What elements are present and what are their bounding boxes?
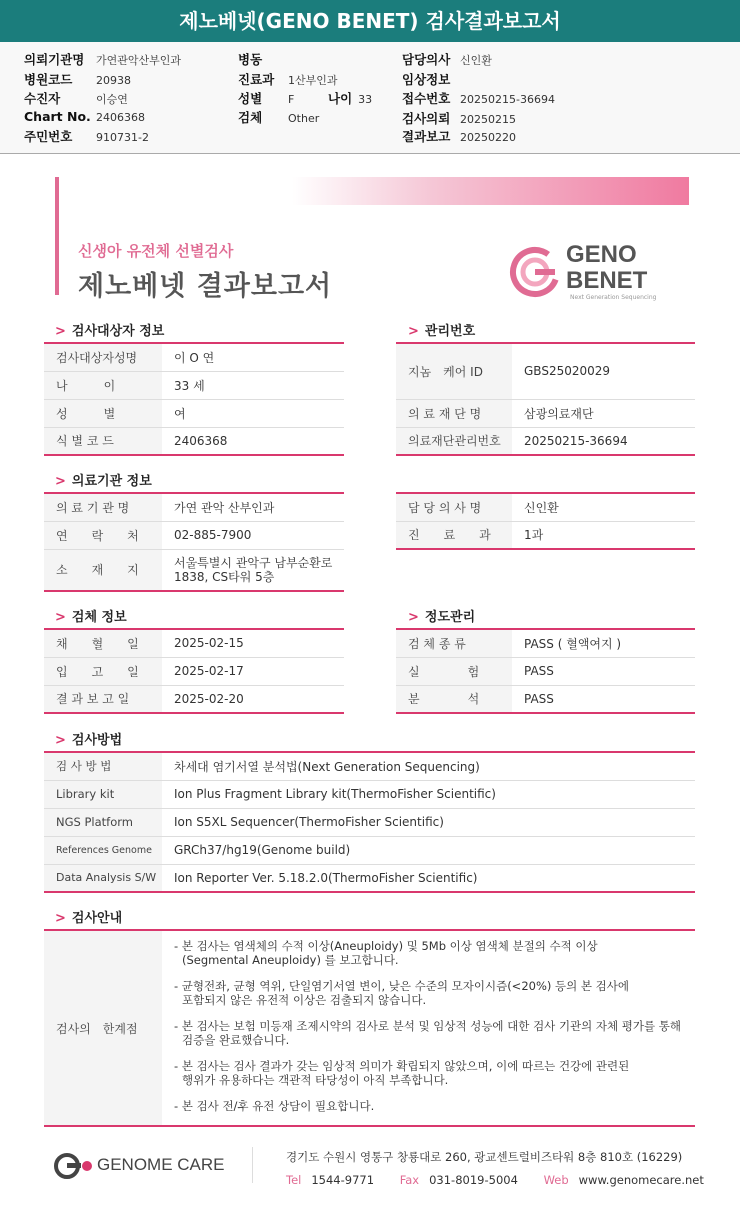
limitations-list — [174, 939, 695, 1113]
table-row: NGS Platform Ion S5XL Sequencer(ThermoFisher Scientific) — [44, 808, 695, 836]
list-item: - 균형전좌, 균형 역위, 단일염기서열 변이, 낮은 수준의 모자이시즘(<20%) 등의 본 검사에 포함되지 않은 유전적 이상은 검출되지 않습니다. — [174, 979, 629, 1007]
decorative-pink-bar — [292, 177, 689, 205]
table-row: 검사대상자성명 이 O 연 — [44, 343, 344, 371]
subject-table — [44, 342, 344, 456]
header-title: 제노베넷(GENO BENET) 검사결과보고서 — [179, 9, 561, 33]
method-table — [44, 751, 695, 893]
section-qc-title: > 정도관리 — [408, 610, 476, 625]
info-recipient: 수진자 이승연 — [24, 91, 128, 106]
chevron-right-icon: > — [55, 474, 66, 489]
info-institution: 의뢰기관명 가연관악산부인과 — [24, 52, 182, 67]
management-table — [396, 342, 695, 456]
section-method-title: > 검사방법 — [55, 733, 123, 748]
table-row: Library kit Ion Plus Fragment Library kit(ThermoFisher Scientific) — [44, 780, 695, 808]
table-row: 분 석 PASS — [396, 685, 695, 713]
table-row: 결 과 보 고 일 2025-02-20 — [44, 685, 344, 713]
genobenet-logo-icon — [508, 244, 564, 300]
section-subject-title: > 검사대상자 정보 — [55, 324, 165, 339]
chevron-right-icon: > — [55, 733, 66, 748]
table-row: 의 료 재 단 명 삼광의료재단 — [396, 399, 695, 427]
table-row: 진 료 과 1과 — [396, 521, 695, 549]
info-hospital-code: 병원코드 20938 — [24, 72, 131, 87]
info-doctor: 담당의사 신인환 — [402, 52, 492, 67]
info-dept: 진료과 1산부인과 — [238, 72, 338, 87]
report-page — [0, 162, 740, 1208]
genomecare-logo-icon — [53, 1152, 93, 1180]
footer-address: 경기도 수원시 영통구 창룡대로 260, 광교센트럴비즈타워 8층 810호 (16229) — [286, 1150, 683, 1164]
table-row: 검 사 방 법 차세대 염기서열 분석법(Next Generation Sequencing) — [44, 752, 695, 780]
section-guide-title: > 검사안내 — [55, 911, 123, 926]
table-row: Data Analysis S/W Ion Reporter Ver. 5.18.2.0(ThermoFisher Scientific) — [44, 864, 695, 892]
chevron-right-icon: > — [55, 324, 66, 339]
section-management-title: > 관리번호 — [408, 324, 476, 339]
genomecare-logo-text: GENOME CARE — [97, 1155, 225, 1174]
table-row: 검사의 한계점 - 본 검사는 염색체의 수적 이상(Aneuploidy) 및 5Mb 이상 염색체 분절의 수적 이상 (Segmental Aneuploidy) 를 보고합니다. - 균형전좌, 균형 역위, 단일염기서열 변이, 낮은 수준의 모자이시즘(<20%) 등의 본 검사에 포함되지 않은 유전적 이상은 검출되지 않습니다. - 본 검사는 보험 미등재 조제시약의 검사로 분석 및 임상적 성능에 대한 검사 기관의 자체 평가를 통해 검증을 완료했습니다. - 본 검사는 검사 결과가 갖는 임상적 의미가 확립되지 않았으며, 이에 따르는 건강에 관련된 행위가 유용하다는 객관적 타당성이 아직 부족합니다. - 본 검사 전/후 유전 상담이 필요합니다. — [44, 930, 695, 1126]
table-row: 성 별 여 — [44, 399, 344, 427]
info-sex: 성별 F — [238, 91, 295, 106]
chevron-right-icon: > — [55, 610, 66, 625]
report-subtitle: 신생아 유전체 선별검사 — [78, 242, 234, 260]
table-row: 검 체 종 류 PASS ( 혈액여지 ) — [396, 629, 695, 657]
list-item: - 본 검사는 보험 미등재 조제시약의 검사로 분석 및 임상적 성능에 대한 검사 기관의 자체 평가를 통해 검증을 완료했습니다. — [174, 1019, 681, 1047]
institution-right-table — [396, 492, 695, 550]
info-receipt: 접수번호 20250215-36694 — [402, 91, 555, 106]
info-ward: 병동 — [238, 52, 263, 67]
info-clinical: 임상정보 — [402, 72, 451, 87]
section-specimen-title: > 검체 정보 — [55, 610, 127, 625]
specimen-table — [44, 628, 344, 714]
table-row: 소 재 지 서울특별시 관악구 남부순환로 1838, CS타워 5층 — [44, 549, 344, 591]
report-header-bar — [0, 0, 740, 42]
table-row: 나 이 33 세 — [44, 371, 344, 399]
institution-table — [44, 492, 344, 592]
chevron-right-icon: > — [408, 610, 419, 625]
title-accent-line — [55, 177, 59, 295]
info-resident: 주민번호 910731-2 — [24, 129, 149, 144]
table-row: 실 험 PASS — [396, 657, 695, 685]
table-row: 담 당 의 사 명 신인환 — [396, 493, 695, 521]
genomecare-logo — [53, 1152, 223, 1180]
info-request: 검사의뢰 20250215 — [402, 111, 516, 126]
genobenet-logo — [508, 242, 668, 302]
footer-divider — [252, 1147, 253, 1183]
info-specimen: 검체 Other — [238, 110, 320, 125]
table-row: 의료재단관리번호 20250215-36694 — [396, 427, 695, 455]
chevron-right-icon: > — [408, 324, 419, 339]
chevron-right-icon: > — [55, 911, 66, 926]
info-chart: Chart No. 2406368 — [24, 109, 145, 124]
table-row: 의 료 기 관 명 가연 관악 산부인과 — [44, 493, 344, 521]
footer-contact: Tel 1544-9771 Fax 031-8019-5004 Web www.genomecare.net — [286, 1173, 704, 1187]
table-row: 채 혈 일 2025-02-15 — [44, 629, 344, 657]
section-institution-title: > 의료기관 정보 — [55, 474, 152, 489]
table-row: 식 별 코 드 2406368 — [44, 427, 344, 455]
info-age: 나이 33 — [328, 91, 373, 106]
website-link[interactable]: www.genomecare.net — [578, 1173, 704, 1187]
table-row: References Genome GRCh37/hg19(Genome build) — [44, 836, 695, 864]
report-title: 제노베넷 결과보고서 — [78, 271, 333, 302]
qc-table — [396, 628, 695, 714]
patient-info-box — [0, 42, 740, 154]
genobenet-logo-sub: Next Generation Sequencing — [570, 294, 657, 301]
info-report: 결과보고 20250220 — [402, 129, 516, 144]
table-row: 연 락 처 02-885-7900 — [44, 521, 344, 549]
list-item: - 본 검사 전/후 유전 상담이 필요합니다. — [174, 1099, 375, 1113]
table-row: 지놈 케어 ID GBS25020029 — [396, 343, 695, 399]
table-row: 입 고 일 2025-02-17 — [44, 657, 344, 685]
list-item: - 본 검사는 검사 결과가 갖는 임상적 의미가 확립되지 않았으며, 이에 따르는 건강에 관련된 행위가 유용하다는 객관적 타당성이 아직 부족합니다. — [174, 1059, 630, 1087]
genobenet-logo-text: GENO BENET — [566, 241, 648, 294]
list-item: - 본 검사는 염색체의 수적 이상(Aneuploidy) 및 5Mb 이상 염색체 분절의 수적 이상 (Segmental Aneuploidy) 를 보고합니다. — [174, 939, 598, 967]
guide-table — [44, 929, 695, 1127]
